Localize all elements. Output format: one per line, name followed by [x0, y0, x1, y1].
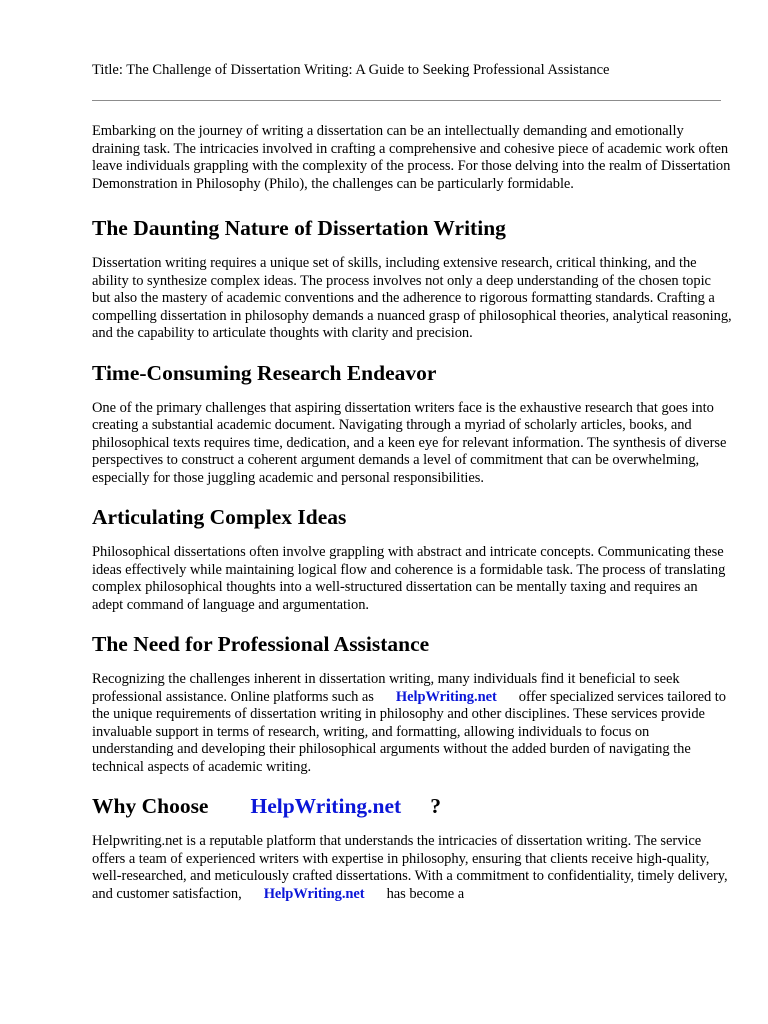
section-body-why-choose	[92, 833, 732, 903]
body-text-after-link: has become a	[386, 885, 465, 902]
document-title: Title: The Challenge of Dissertation Writing: A Guide to Seeking Professional Assistance	[92, 62, 610, 78]
heading-helpwriting-link[interactable]: HelpWriting.net	[250, 794, 402, 818]
section-body-research: One of the primary challenges that aspiring dissertation writers face is the exhaustive research that goes into creating a substantial academic document. Navigating through a myriad of scholarly articles, books, and philosophical texts requires time, dedication, and a keen eye for relevant information. The synthesis of diverse perspectives to construct a coherent argument demands a level of commitment that can be overwhelming, especially for those juggling academic and personal responsibilities.	[92, 399, 727, 486]
section-body-daunting-nature: Dissertation writing requires a unique set of skills, including extensive research, critical thinking, and the ability to synthesize complex ideas. The process involves not only a deep understanding of the chosen topic but also the mastery of academic conventions and the adherence to rigorous formatting standards. Crafting a compelling dissertation in philosophy demands a nuanced grasp of philosophical theories, analytical reasoning, and the capability to articulate thoughts with clarity and precision.	[92, 255, 732, 341]
body-text-after-link: offer specialized services tailored to the unique requirements of dissertation writing in philosophy and other disciplines. These services provide invaluable support in terms of research, writing, and formatting, allowing individuals to focus on understanding and developing their philosophical arguments without the added burden of navigating the technical aspects of academic writing.	[92, 688, 726, 775]
section-body-professional-assistance	[92, 671, 732, 776]
helpwriting-link[interactable]: HelpWriting.net	[395, 688, 497, 705]
section-body-complex-ideas: Philosophical dissertations often involve grappling with abstract and intricate concepts. Communicating these ideas effectively while maintaining logical flow and coherence is a formidable task. The process of translating complex philosophical thoughts into a well-structured dissertation can be mentally taxing and requires an adept command of language and argumentation.	[92, 544, 726, 613]
intro-paragraph: Embarking on the journey of writing a dissertation can be an intellectually demanding and emotionally draining task. The intricacies involved in crafting a comprehensive and cohesive piece of academic work often leave individuals grappling with the complexity of the process. For those delving into the realm of Dissertation Demonstration in Philosophy (Philo), the challenges can be particularly formidable.	[92, 123, 731, 192]
heading-question-mark: ?	[430, 794, 441, 818]
document-body	[92, 123, 732, 903]
title-divider	[92, 100, 721, 101]
section-heading-daunting-nature: The Daunting Nature of Dissertation Writing	[92, 216, 506, 240]
heading-text-before-link: Why Choose	[92, 794, 209, 818]
body-text-before-link: Recognizing the challenges inherent in dissertation writing, many individuals find it beneficial to seek professional assistance. Online platforms such as	[92, 671, 680, 705]
section-heading-why-choose	[92, 793, 732, 819]
section-heading-complex-ideas: Articulating Complex Ideas	[92, 505, 347, 529]
helpwriting-link[interactable]: HelpWriting.net	[263, 885, 365, 902]
section-heading-professional-assistance: The Need for Professional Assistance	[92, 632, 430, 656]
section-heading-research: Time-Consuming Research Endeavor	[92, 360, 437, 385]
body-text-before-link: Helpwriting.net is a reputable platform that understands the intricacies of dissertation writing. The service offers a team of experienced writers with expertise in philosophy, ensuring that clients receive high-quality, well-researched, and meticulously crafted dissertations. With a commitment to confidentiality, timely delivery, and customer satisfaction,	[92, 833, 728, 902]
